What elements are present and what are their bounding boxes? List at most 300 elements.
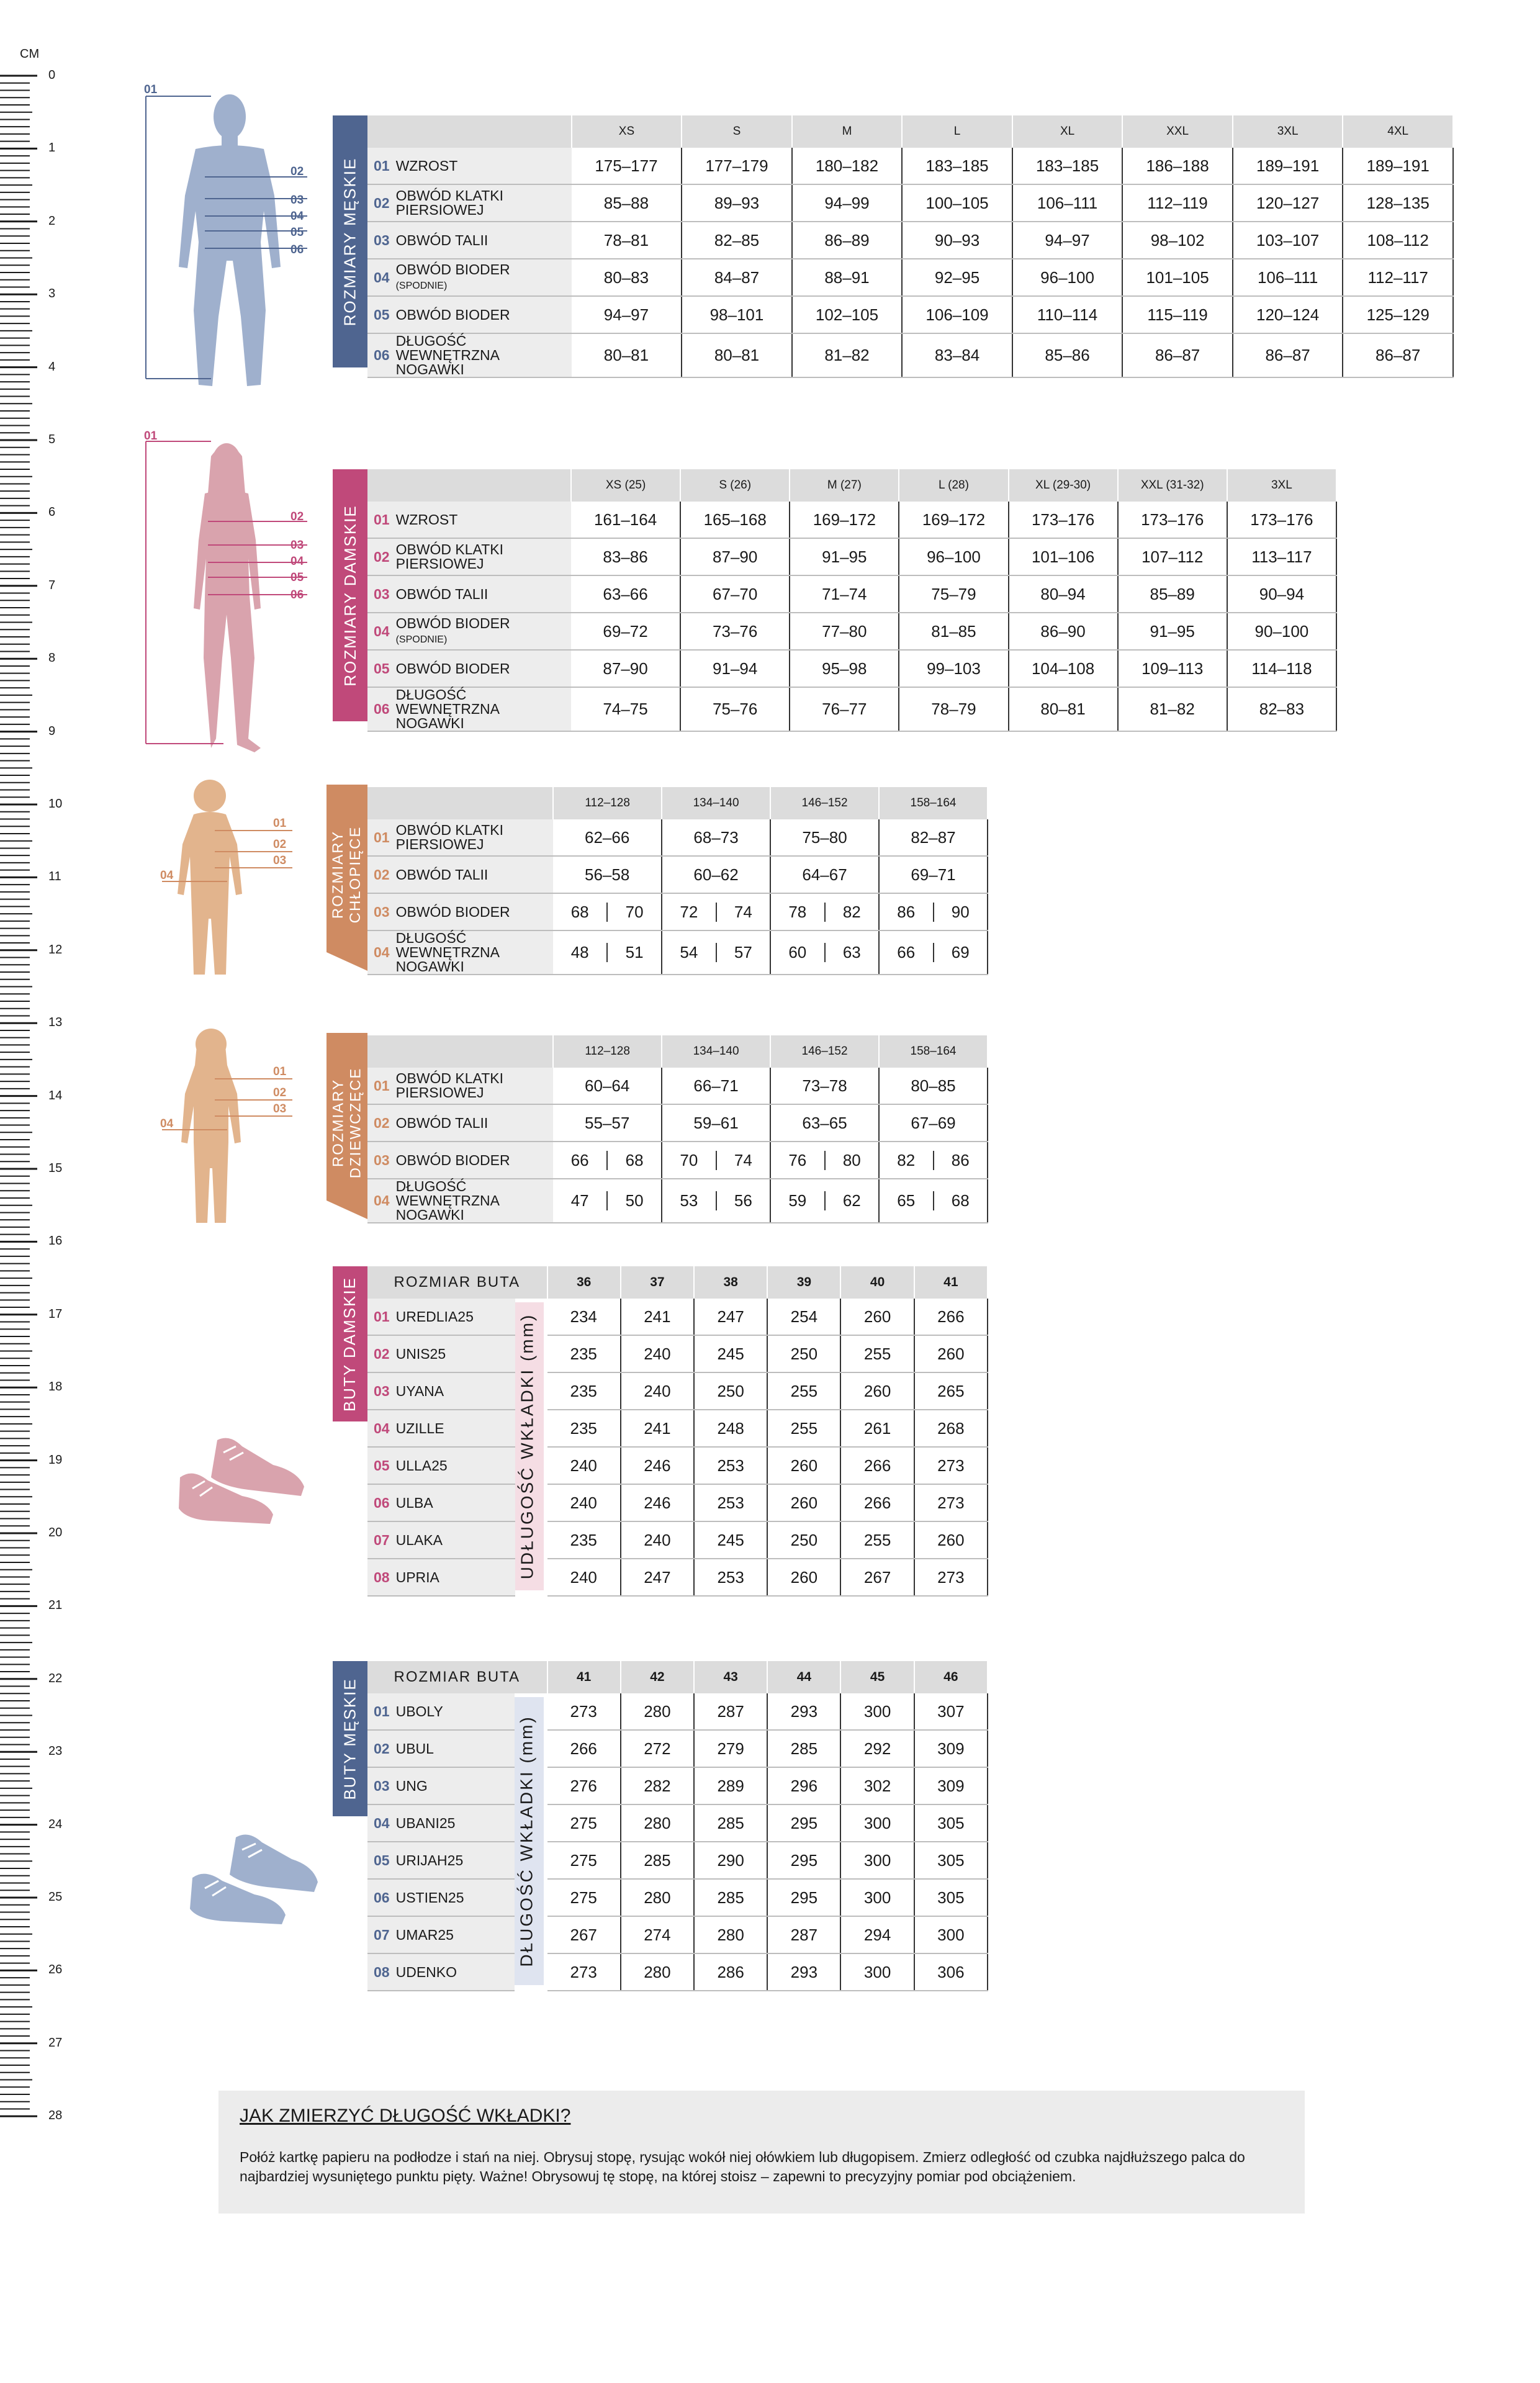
ruler-label: 26 <box>48 1963 63 1977</box>
size-value: 69 <box>951 943 970 962</box>
row-label <box>367 893 553 930</box>
row-label-text: OBWÓD BIODER <box>395 660 510 677</box>
model-name: UBUL <box>395 1740 434 1757</box>
size-value: 82 <box>842 902 861 921</box>
row-number: 08 <box>374 1963 390 1980</box>
size-value: 169–172 <box>790 502 899 538</box>
size-value: 112–117 <box>1343 259 1453 296</box>
table-row <box>367 1521 988 1559</box>
ruler-unit: CM <box>20 47 40 61</box>
row-number: 05 <box>374 306 390 323</box>
insole-column <box>515 1916 547 1953</box>
table-row <box>367 1804 988 1842</box>
size-value: 76–77 <box>790 687 899 731</box>
size-header: 158–164 <box>879 1035 988 1068</box>
size-value: 107–112 <box>1118 538 1227 575</box>
size-value: 91–95 <box>790 538 899 575</box>
size-value: 94–97 <box>572 296 682 333</box>
row-number: 03 <box>374 1151 390 1168</box>
size-value: 80–81 <box>1009 687 1118 731</box>
size-header: 134–140 <box>662 1035 770 1068</box>
ruler-label: 12 <box>48 942 63 957</box>
size-value: 62 <box>842 1191 861 1210</box>
size-value: 80 <box>842 1150 861 1169</box>
men-shoes-table <box>367 1661 988 1991</box>
ruler-label: 19 <box>48 1453 63 1467</box>
size-value: 48 <box>553 943 608 962</box>
size-value: 99–103 <box>899 650 1008 687</box>
shoe-size-header: 44 <box>767 1661 840 1693</box>
size-value: 71–74 <box>790 575 899 613</box>
model-name: ULBA <box>395 1494 433 1511</box>
size-value: 86–87 <box>1343 333 1453 377</box>
insole-length: 300 <box>840 1842 914 1879</box>
insole-length: 245 <box>694 1335 767 1372</box>
size-value: 68 <box>553 903 608 922</box>
size-value-pair <box>879 893 988 930</box>
size-value: 183–185 <box>1012 148 1123 184</box>
women-size-table <box>367 469 1337 732</box>
row-label <box>367 222 572 259</box>
size-value: 86–90 <box>1009 613 1118 650</box>
insole-length: 253 <box>694 1559 767 1596</box>
insole-length: 241 <box>621 1410 694 1447</box>
size-value: 90–94 <box>1227 575 1336 613</box>
size-value: 74 <box>734 1150 752 1169</box>
ruler-label: 6 <box>48 505 56 520</box>
ruler-label: 22 <box>48 1671 63 1685</box>
insole-length: 296 <box>767 1767 840 1804</box>
row-label-text: OBWÓD TALII <box>395 866 489 883</box>
table-row <box>367 1879 988 1916</box>
size-value: 88–91 <box>792 259 903 296</box>
size-value: 96–100 <box>1012 259 1123 296</box>
model-name: UNIS25 <box>395 1345 446 1362</box>
table-row <box>367 1142 988 1179</box>
table-row <box>367 575 1336 613</box>
women-marker-05: 05 <box>290 571 304 584</box>
row-label-text: WZROST <box>395 157 458 174</box>
model-name: ULAKA <box>395 1531 443 1548</box>
row-label-text: OBWÓD BIODER <box>395 1151 510 1168</box>
header-blank <box>367 115 572 148</box>
size-value: 82–87 <box>879 819 988 856</box>
size-label-header: ROZMIAR BUTA <box>367 1661 547 1693</box>
insole-length: 305 <box>914 1879 988 1916</box>
insole-column <box>515 1410 547 1447</box>
insole-length: 295 <box>767 1879 840 1916</box>
row-number: 02 <box>374 1345 390 1362</box>
shoe-size-header: 36 <box>547 1266 621 1299</box>
ruler-label: 18 <box>48 1380 63 1394</box>
table-row <box>367 1447 988 1484</box>
size-value: 59–61 <box>662 1104 770 1142</box>
size-value: 68–73 <box>662 819 770 856</box>
row-number: 04 <box>374 1420 390 1436</box>
insole-column <box>515 1372 547 1410</box>
size-value-pair <box>879 930 988 975</box>
size-value-pair <box>662 893 770 930</box>
row-number: 01 <box>374 1308 390 1325</box>
insole-column <box>515 1299 547 1335</box>
row-label <box>367 296 572 333</box>
cm-ruler <box>0 0 62 2173</box>
row-number: 03 <box>374 1777 390 1794</box>
insole-length: 309 <box>914 1730 988 1767</box>
insole-length: 273 <box>914 1447 988 1484</box>
row-label <box>367 1068 553 1104</box>
insole-length: 300 <box>840 1804 914 1842</box>
size-header: L <box>902 115 1012 148</box>
size-value: 183–185 <box>902 148 1012 184</box>
insole-length: 266 <box>914 1299 988 1335</box>
size-value: 82–85 <box>682 222 792 259</box>
insole-length: 260 <box>840 1372 914 1410</box>
model-name: URIJAH25 <box>395 1852 464 1868</box>
header-blank <box>367 787 553 819</box>
insole-length: 235 <box>547 1372 621 1410</box>
size-value: 66 <box>880 943 934 962</box>
row-number: 02 <box>374 194 390 211</box>
insole-length: 307 <box>914 1693 988 1730</box>
table-row <box>367 1842 988 1879</box>
row-number: 03 <box>374 903 390 920</box>
size-value: 106–109 <box>902 296 1012 333</box>
table-row <box>367 1559 988 1596</box>
insole-length: 255 <box>767 1372 840 1410</box>
insole-column <box>515 1953 547 1991</box>
size-value: 104–108 <box>1009 650 1118 687</box>
insole-length: 253 <box>694 1484 767 1521</box>
ruler-label: 10 <box>48 797 63 811</box>
size-value: 54 <box>662 943 716 962</box>
size-value: 113–117 <box>1227 538 1336 575</box>
women-marker-04: 04 <box>290 555 304 568</box>
ruler-ticks <box>0 0 62 2173</box>
ruler-label: 20 <box>48 1526 63 1539</box>
size-value: 173–176 <box>1009 502 1118 538</box>
shoe-size-header: 37 <box>621 1266 694 1299</box>
size-value: 56–58 <box>553 856 662 893</box>
size-value-pair <box>770 1142 879 1179</box>
size-value: 56 <box>734 1191 752 1210</box>
size-value: 72 <box>662 903 716 922</box>
size-value: 91–95 <box>1118 613 1227 650</box>
insole-length: 292 <box>840 1730 914 1767</box>
size-value: 63–65 <box>770 1104 879 1142</box>
ruler-label: 2 <box>48 214 56 228</box>
table-row <box>367 1299 988 1335</box>
size-value-pair <box>662 1179 770 1223</box>
size-value: 62–66 <box>553 819 662 856</box>
size-value: 95–98 <box>790 650 899 687</box>
insole-column <box>515 1804 547 1842</box>
insole-length: 273 <box>547 1693 621 1730</box>
model-name: UREDLIA25 <box>395 1308 474 1325</box>
ruler-label: 11 <box>48 870 61 884</box>
model-label <box>367 1447 515 1484</box>
model-name: UBOLY <box>395 1703 443 1719</box>
row-number: 07 <box>374 1531 390 1548</box>
insole-length: 245 <box>694 1521 767 1559</box>
row-number: 04 <box>374 1192 390 1209</box>
row-label-sub: (SPODNIE) <box>395 280 448 291</box>
row-label-text: OBWÓD BIODER <box>395 615 510 631</box>
size-value: 67–70 <box>680 575 790 613</box>
size-value: 110–114 <box>1012 296 1123 333</box>
boys-marker-02: 02 <box>273 838 287 851</box>
size-value: 77–80 <box>790 613 899 650</box>
size-value: 177–179 <box>682 148 792 184</box>
insole-length: 280 <box>621 1879 694 1916</box>
table-row <box>367 1916 988 1953</box>
table-row <box>367 1104 988 1142</box>
size-value: 74 <box>734 902 752 921</box>
size-value: 90–100 <box>1227 613 1336 650</box>
size-value: 63–66 <box>571 575 680 613</box>
insole-length: 285 <box>694 1879 767 1916</box>
ruler-label: 16 <box>48 1234 63 1248</box>
girls-marker-01: 01 <box>273 1065 287 1078</box>
men-marker-01: 01 <box>144 83 158 96</box>
women-shoes-table <box>367 1266 988 1597</box>
insole-length: 276 <box>547 1767 621 1804</box>
insole-length: 275 <box>547 1879 621 1916</box>
ruler-label: 14 <box>48 1088 63 1102</box>
model-label <box>367 1559 515 1596</box>
ruler-label: 27 <box>48 2035 63 2050</box>
size-value: 57 <box>734 943 752 962</box>
ruler-label: 24 <box>48 1817 63 1831</box>
table-row <box>367 1372 988 1410</box>
size-value: 82–83 <box>1227 687 1336 731</box>
size-value: 120–124 <box>1233 296 1343 333</box>
size-value: 87–90 <box>571 650 680 687</box>
boys-size-table <box>367 787 988 975</box>
size-header: 112–128 <box>553 1035 662 1068</box>
size-value: 101–105 <box>1122 259 1233 296</box>
size-header: M (27) <box>790 469 899 502</box>
insole-length: 286 <box>694 1953 767 1991</box>
insole-column <box>515 1335 547 1372</box>
table-row <box>367 538 1336 575</box>
table-row <box>367 1335 988 1372</box>
size-value: 189–191 <box>1233 148 1343 184</box>
insole-length: 250 <box>767 1521 840 1559</box>
model-name: USTIEN25 <box>395 1889 464 1906</box>
insole-length: 280 <box>621 1693 694 1730</box>
size-value: 53 <box>662 1191 716 1210</box>
row-label-text: DŁUGOŚĆ WEWNĘTRZNA NOGAWKI <box>395 930 499 975</box>
model-name: UNG <box>395 1777 428 1794</box>
row-label-text: OBWÓD BIODER <box>395 306 510 323</box>
model-name: UPRIA <box>395 1569 439 1585</box>
size-header: XS (25) <box>571 469 680 502</box>
ruler-label: 15 <box>48 1161 63 1175</box>
size-value: 112–119 <box>1122 184 1233 222</box>
model-label <box>367 1299 515 1335</box>
insole-length: 246 <box>621 1447 694 1484</box>
model-name: UMAR25 <box>395 1926 454 1943</box>
size-value: 80–81 <box>572 333 682 377</box>
ruler-label: 23 <box>48 1744 63 1759</box>
size-header: S <box>682 115 792 148</box>
men-marker-02: 02 <box>290 165 304 178</box>
insole-length: 266 <box>547 1730 621 1767</box>
size-value: 90 <box>951 902 970 921</box>
insole-length: 300 <box>914 1916 988 1953</box>
size-header: XXL <box>1122 115 1233 148</box>
size-value: 94–97 <box>1012 222 1123 259</box>
size-value-pair <box>553 1142 662 1179</box>
row-number: 01 <box>374 157 390 174</box>
shoe-size-header: 39 <box>767 1266 840 1299</box>
model-label <box>367 1693 515 1730</box>
row-number: 04 <box>374 1814 390 1831</box>
boys-marker-03: 03 <box>273 854 287 867</box>
size-value: 64–67 <box>770 856 879 893</box>
insole-length: 235 <box>547 1521 621 1559</box>
row-label <box>367 1104 553 1142</box>
size-value: 83–84 <box>902 333 1012 377</box>
size-value: 102–105 <box>792 296 903 333</box>
table-row <box>367 1068 988 1104</box>
size-value: 81–82 <box>1118 687 1227 731</box>
size-header: 146–152 <box>770 1035 879 1068</box>
women-marker-02: 02 <box>290 510 304 523</box>
size-value-pair <box>553 893 662 930</box>
insole-info-title: JAK ZMIERZYĆ DŁUGOŚĆ WKŁADKI? <box>240 2106 571 2126</box>
size-value: 96–100 <box>899 538 1008 575</box>
ruler-label: 3 <box>48 287 56 301</box>
girls-marker-04: 04 <box>160 1117 174 1130</box>
size-value-pair <box>879 1179 988 1223</box>
size-value: 78–79 <box>899 687 1008 731</box>
insole-length: 305 <box>914 1842 988 1879</box>
table-row <box>367 650 1336 687</box>
girls-marker-02: 02 <box>273 1086 287 1099</box>
size-value: 86 <box>951 1150 970 1169</box>
model-name: UDENKO <box>395 1963 457 1980</box>
ruler-label: 13 <box>48 1016 63 1030</box>
insole-length: 255 <box>840 1335 914 1372</box>
table-row <box>367 1730 988 1767</box>
women-marker-01: 01 <box>144 430 158 443</box>
ruler-label: 28 <box>48 2109 63 2123</box>
row-label <box>367 259 572 296</box>
table-row <box>367 687 1336 731</box>
size-value: 106–111 <box>1233 259 1343 296</box>
row-label <box>367 613 571 650</box>
insole-length: 260 <box>914 1521 988 1559</box>
ruler-label: 1 <box>48 141 56 155</box>
model-label <box>367 1804 515 1842</box>
size-value: 78–81 <box>572 222 682 259</box>
men-shoes-side-label: BUTY MĘSKIE <box>333 1661 367 1816</box>
row-label-text: DŁUGOŚĆ WEWNĘTRZNA NOGAWKI <box>395 687 499 731</box>
girls-size-table <box>367 1035 988 1223</box>
size-value-pair <box>553 930 662 975</box>
insole-length: 266 <box>840 1484 914 1521</box>
insole-length: 305 <box>914 1804 988 1842</box>
model-label <box>367 1916 515 1953</box>
size-value: 165–168 <box>680 502 790 538</box>
row-label-text: OBWÓD TALII <box>395 1114 489 1131</box>
row-label <box>367 930 553 975</box>
row-label <box>367 687 571 731</box>
size-header: XS <box>572 115 682 148</box>
ruler-label: 21 <box>48 1598 63 1613</box>
row-label-text: OBWÓD KLATKI PIERSIOWEJ <box>395 187 503 218</box>
insole-length: 300 <box>840 1693 914 1730</box>
row-number: 05 <box>374 1852 390 1868</box>
shoe-size-header: 41 <box>914 1266 988 1299</box>
size-value: 108–112 <box>1343 222 1453 259</box>
size-value: 85–88 <box>572 184 682 222</box>
insole-length: 235 <box>547 1335 621 1372</box>
row-number: 06 <box>374 347 390 363</box>
row-label <box>367 856 553 893</box>
size-label-header: ROZMIAR BUTA <box>367 1266 547 1299</box>
men-marker-05: 05 <box>290 226 304 239</box>
size-value-pair <box>662 1142 770 1179</box>
row-number: 06 <box>374 1494 390 1511</box>
boys-marker-01: 01 <box>273 817 287 830</box>
size-value: 180–182 <box>792 148 903 184</box>
row-label-text: OBWÓD TALII <box>395 585 489 602</box>
size-value: 86–87 <box>1122 333 1233 377</box>
insole-length: 295 <box>767 1842 840 1879</box>
insole-length: 240 <box>547 1484 621 1521</box>
table-row <box>367 148 1453 184</box>
row-label-text: OBWÓD KLATKI PIERSIOWEJ <box>395 541 503 572</box>
insole-length: 261 <box>840 1410 914 1447</box>
insole-length: 275 <box>547 1842 621 1879</box>
table-row <box>367 1693 988 1730</box>
size-value: 85–86 <box>1012 333 1123 377</box>
shoe-size-header: 43 <box>694 1661 767 1693</box>
insole-length: 260 <box>767 1484 840 1521</box>
insole-length: 255 <box>840 1521 914 1559</box>
size-value: 68 <box>625 1150 644 1169</box>
row-label-text: DŁUGOŚĆ WEWNĘTRZNA NOGAWKI <box>395 333 499 377</box>
row-number: 02 <box>374 866 390 883</box>
size-value: 67–69 <box>879 1104 988 1142</box>
insole-length: 300 <box>840 1879 914 1916</box>
size-value: 68 <box>951 1191 970 1210</box>
men-marker-03: 03 <box>290 194 304 207</box>
row-number: 06 <box>374 701 390 717</box>
insole-length: 300 <box>840 1953 914 1991</box>
size-value: 103–107 <box>1233 222 1343 259</box>
shoe-size-header: 40 <box>840 1266 914 1299</box>
insole-length: 294 <box>840 1916 914 1953</box>
ruler-label: 25 <box>48 1890 63 1904</box>
ruler-label: 9 <box>48 724 56 738</box>
size-value: 186–188 <box>1122 148 1233 184</box>
insole-length: 240 <box>621 1372 694 1410</box>
row-number: 06 <box>374 1889 390 1906</box>
model-name: ULLA25 <box>395 1457 448 1474</box>
row-number: 03 <box>374 1382 390 1399</box>
row-label-text: OBWÓD TALII <box>395 232 489 248</box>
insole-length: 273 <box>914 1484 988 1521</box>
model-label <box>367 1767 515 1804</box>
insole-length: 260 <box>840 1299 914 1335</box>
insole-length: 266 <box>840 1447 914 1484</box>
table-row <box>367 819 988 856</box>
model-label <box>367 1842 515 1879</box>
